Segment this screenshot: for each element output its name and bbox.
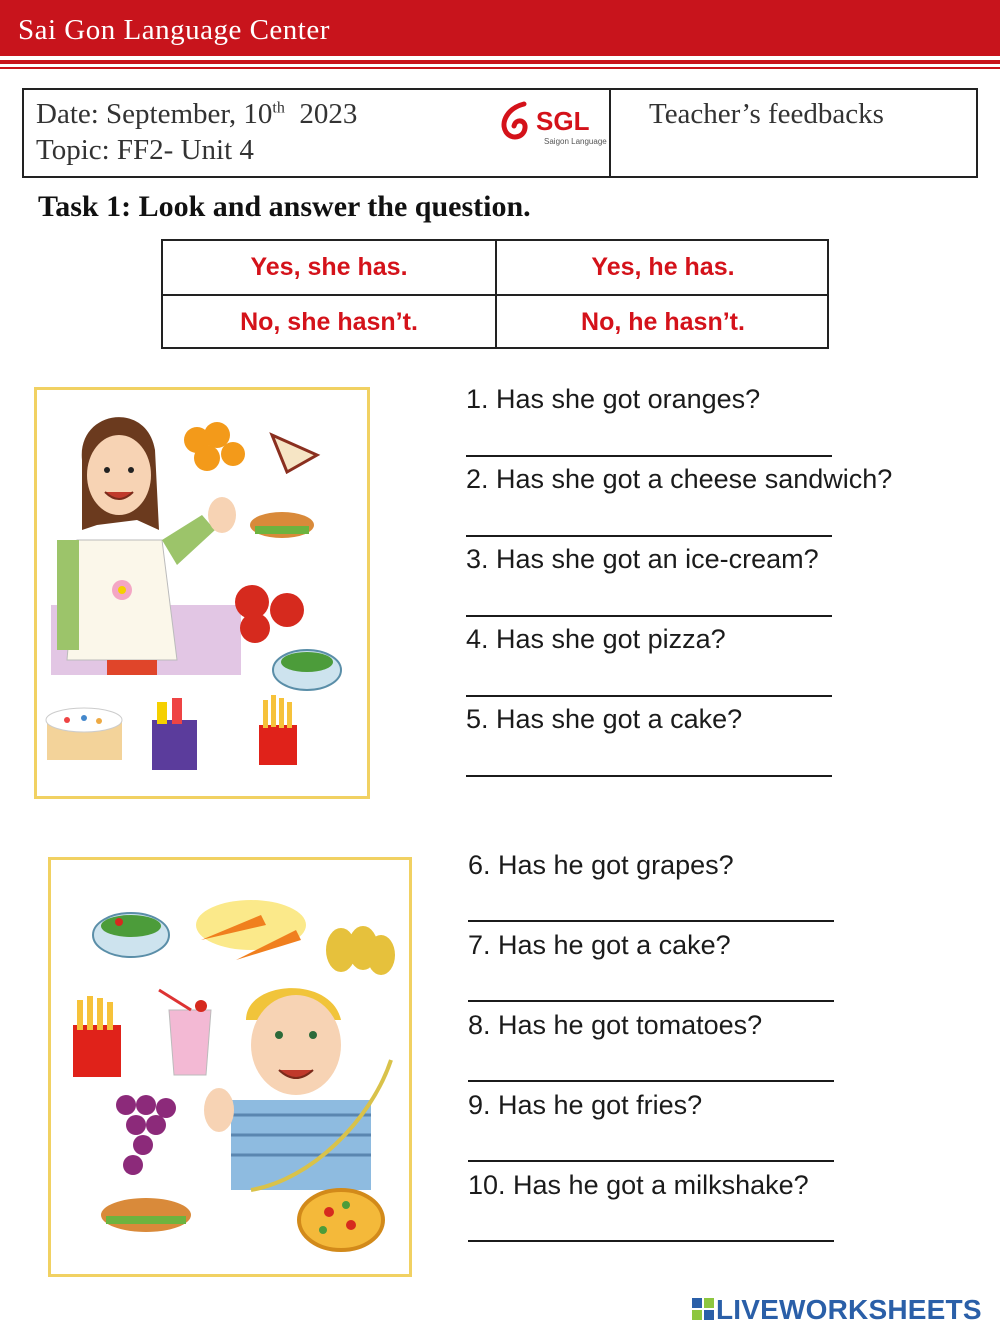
date-line [36, 98, 357, 131]
watermark-text: LIVEWORKSHEETS [716, 1294, 982, 1325]
sgl-logo [494, 98, 609, 150]
question-2: 2. Has she got a cheese sandwich? [466, 464, 893, 494]
sleeve-right [162, 515, 215, 565]
question-1: 1. Has she got oranges? [466, 384, 761, 414]
fries-icon [73, 1025, 121, 1077]
question-8: 8. Has he got tomatoes? [468, 1010, 763, 1040]
liveworksheets-logo-icon [692, 1298, 716, 1322]
girl-illustration [37, 390, 367, 796]
sgl-swoosh-icon [504, 104, 525, 137]
answer-blank-5[interactable] [466, 775, 832, 777]
answer-blank-9[interactable] [468, 1160, 834, 1162]
liveworksheets-watermark [692, 1294, 982, 1326]
banner-rule-thin [0, 67, 1000, 69]
answer-blank-3[interactable] [466, 615, 832, 617]
sandwich-icon [101, 1198, 191, 1232]
table-divider [163, 294, 827, 296]
girl-face [87, 435, 151, 515]
answer-blank-7[interactable] [468, 1000, 834, 1002]
answer-blank-6[interactable] [468, 920, 834, 922]
girl-food-picture [34, 387, 370, 799]
boy-illustration [51, 860, 409, 1274]
header-banner [0, 0, 1000, 56]
answer-blank-4[interactable] [466, 695, 832, 697]
question-10: 10. Has he got a milkshake? [468, 1170, 809, 1200]
grapes-icon [116, 1095, 176, 1175]
question-5: 5. Has she got a cake? [466, 704, 743, 734]
topic-line: Topic: FF2- Unit 4 [36, 134, 254, 166]
boy-hand [204, 1088, 234, 1132]
cheese-icon [272, 435, 317, 472]
question-3: 3. Has she got an ice-cream? [466, 544, 819, 574]
answer-option: Yes, she has. [250, 253, 408, 281]
center-name: Sai Gon Language Center [18, 14, 330, 46]
logo-subtext: Saigon Language [544, 137, 607, 146]
answer-options-table [161, 239, 829, 349]
question-9: 9. Has he got fries? [468, 1090, 703, 1120]
answer-blank-2[interactable] [466, 535, 832, 537]
teacher-feedback-label: Teacher’s feedbacks [649, 98, 884, 130]
boy-food-picture [48, 857, 412, 1277]
sandwich-icon [250, 512, 314, 538]
info-box-divider [609, 90, 611, 176]
answer-blank-8[interactable] [468, 1080, 834, 1082]
milkshake-icon [169, 1010, 211, 1075]
answer-blank-1[interactable] [466, 455, 832, 457]
candy-icon [152, 720, 197, 770]
info-box [22, 88, 978, 178]
question-4: 4. Has she got pizza? [466, 624, 726, 654]
answer-option: No, he hasn’t. [581, 308, 745, 336]
date-text: Date: September, 10 [36, 98, 273, 130]
task-title: Task 1: Look and answer the question. [38, 190, 531, 223]
date-year: 2023 [299, 98, 358, 130]
pizza-icon [299, 1190, 383, 1250]
sleeve-left [57, 540, 79, 650]
answer-blank-10[interactable] [468, 1240, 834, 1242]
banner-rule [0, 60, 1000, 64]
girl-legs [107, 660, 157, 675]
fries-icon [259, 725, 297, 765]
boy-face [251, 995, 341, 1095]
answer-option: No, she hasn’t. [240, 308, 418, 336]
answer-option: Yes, he has. [591, 253, 735, 281]
girl-hand [208, 497, 236, 533]
question-7: 7. Has he got a cake? [468, 930, 731, 960]
date-ordinal: th [272, 99, 285, 117]
question-6: 6. Has he got grapes? [468, 850, 734, 880]
logo-text: SGL [536, 106, 590, 136]
